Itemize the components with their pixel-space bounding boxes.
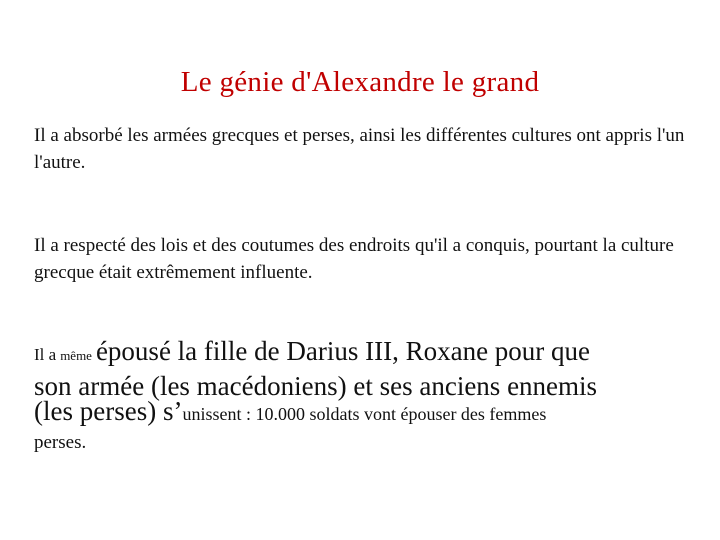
paragraph-respected-laws: Il a respecté des lois et des coutumes des endroits qu'il a conquis, pourtant la culture grecque était extrêmement influente. [34, 235, 674, 283]
text-les-perses: (les perses) s’ [34, 396, 183, 426]
paragraph-marriage-line-2: son armée (les macédoniens) et ses anciens ennemis [34, 371, 598, 401]
paragraph-marriage-line-4: perses. [34, 432, 87, 453]
text-meme: même [60, 348, 92, 363]
text-unissent: unissent : 10.000 soldats vont épouser des femmes [182, 404, 547, 424]
paragraph-absorbed-armies: Il a absorbé les armées grecques et perses, ainsi les différentes cultures ont appris l'un l'autre. [34, 125, 685, 173]
paragraph-marriage-line-1 [34, 336, 720, 367]
paragraph-marriage-line-3 [34, 396, 546, 427]
text-il-a: Il a [34, 345, 57, 364]
text-epouse: épousé la fille de Darius III, Roxane pour que [95, 336, 591, 366]
slide-title: Le génie d'Alexandre le grand [180, 66, 540, 98]
